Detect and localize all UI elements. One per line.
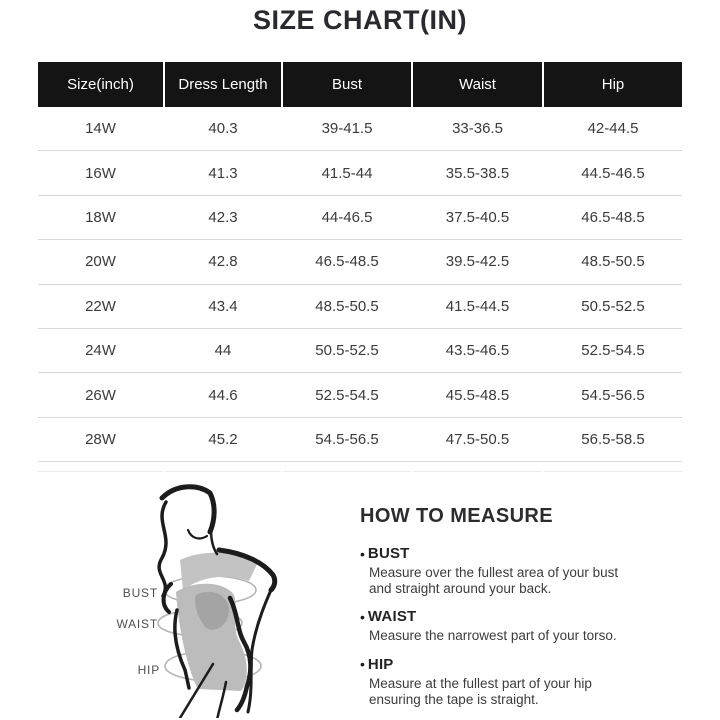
header-bust: Bust [283,62,411,107]
measure-item-bust [360,545,660,597]
size-cell: 14W [85,120,116,138]
hip-cell: 50.5-52.5 [581,297,645,315]
size-cell: 24W [85,342,116,360]
hip-cell: 48.5-50.5 [581,253,645,271]
dress-length-cell: 44 [214,342,232,360]
size-cell: 22W [85,297,116,315]
table-header-row [38,62,682,107]
table-row [38,107,682,151]
size-cell: 28W [85,430,116,448]
measure-item-description: Measure the narrowest part of your torso. [369,628,617,644]
dress-length-cell: 43.4 [208,297,238,315]
header-size: Size(inch) [38,62,163,107]
bust-cell: 48.5-50.5 [315,297,379,315]
header-hip: Hip [544,62,682,107]
bust-cell: 41.5-44 [321,164,373,182]
size-cell: 26W [85,386,116,404]
size-cell: 18W [85,208,116,226]
waist-cell: 35.5-38.5 [445,164,510,182]
table-row [38,240,682,284]
how-to-measure-heading: HOW TO MEASURE [360,505,554,527]
bust-cell: 39-41.5 [321,120,373,138]
bust-cell: 54.5-56.5 [315,430,379,448]
figure-waist-label: WAIST [116,617,158,631]
size-cell: 20W [85,253,116,271]
figure-hip-label: HIP [137,663,160,677]
table-row [38,151,682,195]
table-row [38,329,682,373]
header-dress-length: Dress Length [165,62,281,107]
measure-item-hip [360,656,660,708]
hip-cell: 44.5-46.5 [581,164,645,182]
table-row [38,196,682,240]
bullet-icon: • [360,545,365,562]
hip-cell: 54.5-56.5 [581,386,645,404]
waist-cell: 33-36.5 [452,120,503,138]
bust-cell: 50.5-52.5 [315,342,379,360]
waist-cell: 45.5-48.5 [445,386,510,404]
measure-item-label: BUST [367,545,410,562]
figure-bust-label: BUST [122,586,158,600]
dress-length-cell: 41.3 [208,164,238,182]
table-row [38,373,682,417]
bust-cell: 46.5-48.5 [315,253,379,271]
dress-length-cell: 45.2 [208,430,238,448]
waist-cell: 39.5-42.5 [445,253,510,271]
table-row [38,285,682,329]
hip-cell: 46.5-48.5 [581,208,645,226]
hip-cell: 52.5-54.5 [581,342,645,360]
dress-length-cell: 44.6 [208,386,238,404]
measure-item-description: Measure over the fullest area of your bust and straight around your back. [369,565,619,597]
measure-item-label: WAIST [367,608,417,626]
waist-cell: 47.5-50.5 [445,430,510,448]
measure-item-description: Measure at the fullest part of your hip ensuring the tape is straight. [369,675,592,707]
waist-cell: 43.5-46.5 [445,342,510,360]
bullet-icon: • [360,608,365,625]
table-row [38,418,682,462]
hip-cell: 42-44.5 [587,120,639,138]
bust-cell: 44-46.5 [321,208,373,226]
bullet-icon: • [360,656,365,673]
header-waist: Waist [413,62,542,107]
waist-cell: 37.5-40.5 [445,208,510,226]
measure-item-label: HIP [367,655,394,673]
page-title: SIZE CHART(IN) [253,5,467,35]
dress-length-cell: 42.3 [208,208,238,226]
how-to-measure-section [360,505,660,719]
bust-cell: 52.5-54.5 [315,386,379,404]
waist-cell: 41.5-44.5 [445,297,510,315]
measure-item-waist [360,608,660,644]
hip-cell: 56.5-58.5 [581,430,645,448]
dress-length-cell: 42.8 [208,253,238,271]
size-cell: 16W [85,164,116,182]
size-table [38,62,682,480]
dress-length-cell: 40.3 [208,120,238,138]
